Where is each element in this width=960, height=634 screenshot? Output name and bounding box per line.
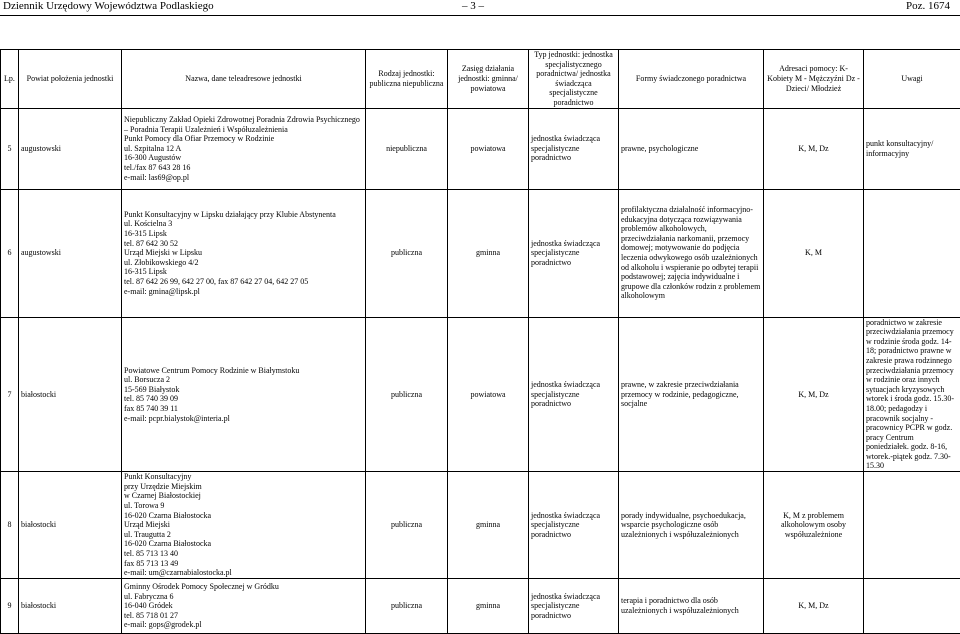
cell-adresaci: K, M, Dz: [764, 108, 864, 189]
cell-nazwa: Punkt Konsultacyjny przy Urzędzie Miejskim w Czarnej Białostockiej ul. Torowa 9 16-020 Czarna Białostocka Urząd Miejski ul. Traugutta 2 16-020 Czarna Białostocka tel. 85 713 13 40 fax 85 713 13 49 e-mail: um@czarnabialostocka.pl: [122, 472, 366, 579]
cell-typ: jednostka świadcząca specjalistyczne poradnictwo: [529, 579, 619, 634]
cell-powiat: białostocki: [19, 317, 122, 472]
cell-formy: prawne, psychologiczne: [619, 108, 764, 189]
cell-formy: terapia i poradnictwo dla osób uzależnionych i współuzależnionych: [619, 579, 764, 634]
cell-formy: prawne, w zakresie przeciwdziałania przemocy w rodzinie, pedagogiczne, socjalne: [619, 317, 764, 472]
header-typ: Typ jednostki: jednostka specjalistycznego poradnictwa/ jednostka świadcząca specjalistyczne poradnictwo: [529, 50, 619, 109]
counseling-units-table: [0, 49, 960, 634]
cell-zasieg: gminna: [448, 579, 529, 634]
cell-zasieg: gminna: [448, 189, 529, 317]
cell-lp: 7: [1, 317, 19, 472]
cell-rodzaj: publiczna: [366, 472, 448, 579]
header-divider: [0, 15, 960, 16]
page-header: [0, 0, 960, 14]
header-uwagi: Uwagi: [864, 50, 960, 109]
cell-adresaci: K, M z problemem alkoholowym osoby współuzależnione: [764, 472, 864, 579]
header-formy: Formy świadczonego poradnictwa: [619, 50, 764, 109]
header-adresaci: Adresaci pomocy: K- Kobiety M - Mężczyźni Dz - Dzieci/ Młodzież: [764, 50, 864, 109]
cell-zasieg: powiatowa: [448, 317, 529, 472]
cell-nazwa: Niepubliczny Zakład Opieki Zdrowotnej Poradnia Zdrowia Psychicznego – Poradnia Terapii Uzależnień i Współuzależnienia Punkt Pomocy dla Ofiar Przemocy w Rodzinie ul. Szpitalna 12 A 16-300 Augustów tel./fax 87 643 28 16 e-mail: las69@op.pl: [122, 108, 366, 189]
cell-lp: 5: [1, 108, 19, 189]
cell-powiat: augustowski: [19, 189, 122, 317]
table-row: [1, 317, 960, 472]
table-row: [1, 472, 960, 579]
cell-formy: porady indywidualne, psychoedukacja, wsparcie psychologiczne osób uzależnionych i współuzależnionych: [619, 472, 764, 579]
cell-typ: jednostka świadcząca specjalistyczne poradnictwo: [529, 189, 619, 317]
table-row: [1, 108, 960, 189]
cell-uwagi: poradnictwo w zakresie przeciwdziałania przemocy w rodzinie środa godz. 14-18; poradnictwo prawne w zakresie prawa rodzinnego przeciwdziałania przemocy w rodzinie oraz innych sytuacjach kryzysowych wtorek i środa godz. 15.30-18.00; pedagodzy i pracownik socjalny - pracownicy PCPR w godz. pracy Centrum poniedziałek. godz. 8-16, wtorek.-piątek godz. 7.30-15.30: [864, 317, 960, 472]
position-number: Poz. 1674: [906, 0, 950, 12]
table-row: [1, 579, 960, 634]
cell-rodzaj: publiczna: [366, 317, 448, 472]
cell-zasieg: powiatowa: [448, 108, 529, 189]
cell-uwagi: [864, 189, 960, 317]
table-header-row: [1, 50, 960, 109]
cell-powiat: białostocki: [19, 472, 122, 579]
cell-nazwa: Powiatowe Centrum Pomocy Rodzinie w Białymstoku ul. Borsucza 2 15-569 Białystok tel. 85 740 39 09 fax 85 740 39 11 e-mail: pcpr.bialystok@interia.pl: [122, 317, 366, 472]
cell-adresaci: K, M: [764, 189, 864, 317]
cell-zasieg: gminna: [448, 472, 529, 579]
cell-uwagi: [864, 579, 960, 634]
cell-powiat: augustowski: [19, 108, 122, 189]
table-row: [1, 189, 960, 317]
cell-uwagi: punkt konsultacyjny/ informacyjny: [864, 108, 960, 189]
journal-title: Dziennik Urzędowy Województwa Podlaskiego: [3, 0, 214, 12]
header-zasieg: Zasięg działania jednostki: gminna/ powiatowa: [448, 50, 529, 109]
cell-uwagi: [864, 472, 960, 579]
cell-typ: jednostka świadcząca specjalistyczne poradnictwo: [529, 472, 619, 579]
cell-nazwa: Gminny Ośrodek Pomocy Społecznej w Gródku ul. Fabryczna 6 16-040 Gródek tel. 85 718 01 27 e-mail: gops@grodek.pl: [122, 579, 366, 634]
cell-adresaci: K, M, Dz: [764, 317, 864, 472]
header-rodzaj: Rodzaj jednostki: publiczna niepubliczna: [366, 50, 448, 109]
cell-powiat: białostocki: [19, 579, 122, 634]
header-lp: Lp.: [1, 50, 19, 109]
cell-lp: 8: [1, 472, 19, 579]
cell-rodzaj: publiczna: [366, 189, 448, 317]
cell-rodzaj: publiczna: [366, 579, 448, 634]
cell-typ: jednostka świadcząca specjalistyczne poradnictwo: [529, 108, 619, 189]
cell-lp: 6: [1, 189, 19, 317]
cell-adresaci: K, M, Dz: [764, 579, 864, 634]
cell-formy: profilaktyczna działalność informacyjno-edukacyjna dotycząca rozwiązywania problemów alkoholowych, przeciwdziałania narkomanii, przemocy domowej; motywowanie do podjęcia leczenia odwykowego osób uzależnionych od alkoholu i wspieranie po odbytej terapii podstawowej; zajęcia indywidualne i grupowe dla członków rodzin z problemem alkoholowym: [619, 189, 764, 317]
cell-nazwa: Punkt Konsultacyjny w Lipsku działający przy Klubie Abstynenta ul. Kościelna 3 16-315 Lipsk tel. 87 642 30 52 Urząd Miejski w Lipsku ul. Złobikowskiego 4/2 16-315 Lipsk tel. 87 642 26 99, 642 27 00, fax 87 642 27 04, 642 27 05 e-mail: gmina@lipsk.pl: [122, 189, 366, 317]
header-powiat: Powiat położenia jednostki: [19, 50, 122, 109]
cell-typ: jednostka świadcząca specjalistyczne poradnictwo: [529, 317, 619, 472]
cell-rodzaj: niepubliczna: [366, 108, 448, 189]
cell-lp: 9: [1, 579, 19, 634]
header-nazwa: Nazwa, dane teleadresowe jednostki: [122, 50, 366, 109]
page-number: – 3 –: [462, 0, 484, 12]
